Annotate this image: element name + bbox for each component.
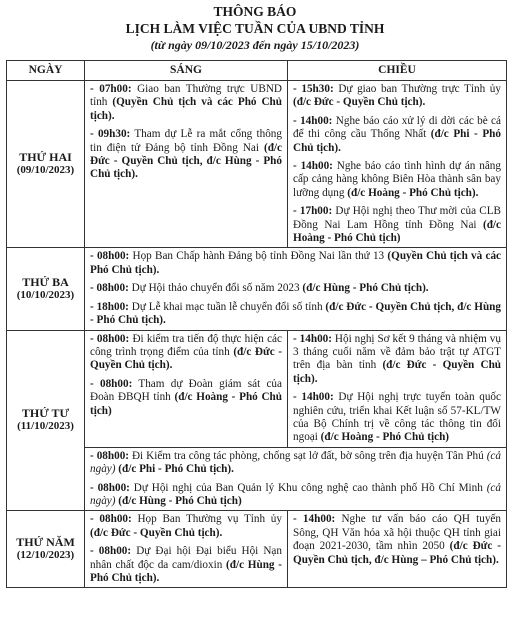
schedule-item: - 14h00: Nghe báo cáo xử lý di dời các bè cá để thi công cầu Thống Nhất (đ/c Phi - Phó Chủ tịch). — [293, 114, 501, 154]
day-date: (11/10/2023) — [17, 420, 74, 433]
day-row-tuesday — [7, 248, 507, 330]
schedule-item: - 07h00: Giao ban Thường trực UBND tỉnh (Quyền Chủ tịch và các Phó Chủ tịch). — [90, 83, 282, 122]
afternoon-cell-monday — [288, 81, 507, 248]
day-date: (10/10/2023) — [16, 288, 75, 301]
schedule-item: - 17h00: Dự Hội nghị theo Thư mời của CLB Đồng Nai Lam Hồng tỉnh Đồng Nai (đ/c Hoàng - Phó Chủ tịch) — [293, 205, 501, 245]
schedule-item: - 14h00: Nghe tư vấn báo cáo QH tuyến Sông, QH Văn hóa xã hội thuộc QH tỉnh giai đoạn 2021-2030, tầm nhìn 2050 (đ/c Đức - Quyền Chủ tịch, đ/c Hùng – Phó Chủ tịch). — [293, 513, 501, 566]
morning-cell-wednesday — [85, 330, 288, 447]
day-name: THỨ TƯ — [21, 406, 70, 421]
allday-cell-wednesday — [85, 447, 507, 511]
day-name: THỨ HAI — [19, 149, 72, 164]
schedule-item: - 08h00: Tham dự Đoàn giám sát của Đoàn ĐBQH tỉnh (đ/c Hoàng - Phó Chủ tịch) — [90, 377, 282, 417]
day-row-thursday — [7, 511, 507, 588]
schedule-item: - 14h00: Hội nghị Sơ kết 9 tháng và nhiệm vụ 3 tháng cuối năm về đảm bảo trật tự ATGT trên địa bàn tỉnh (đ/c Đức - Quyền Chủ tịch). — [293, 332, 502, 385]
day-row-wednesday — [7, 330, 507, 447]
schedule-heading: LỊCH LÀM VIỆC TUẦN CỦA UBND TỈNH — [125, 21, 385, 36]
schedule-item: - 08h00: Dự Hội nghị của Ban Quản lý Khu công nghệ cao thành phố Hồ Chí Minh (cả ngày) (đ/c Hùng - Phó Chủ tịch) — [90, 481, 501, 507]
afternoon-cell-thursday — [288, 511, 507, 588]
morning-cell-thursday — [85, 511, 288, 588]
day-row-monday — [7, 81, 507, 248]
schedule-item: - 15h30: Dự giao ban Thường trực Tỉnh ủy (đ/c Đức - Quyền Chủ tịch). — [293, 83, 501, 109]
day-name: THỨ BA — [22, 274, 69, 289]
schedule-item: - 14h00: Nghe báo cáo tình hình dự án nâng cấp cảng hàng không Biên Hòa thành sân bay lưỡng dụng (đ/c Hoàng - Phó Chủ tịch). — [293, 160, 501, 199]
column-header-afternoon: CHIỀU — [288, 61, 507, 81]
schedule-item: - 08h00: Dự Hội thảo chuyển đổi số năm 2023 (đ/c Hùng - Phó Chủ tịch). — [90, 282, 429, 295]
notice-title: THÔNG BÁO — [213, 4, 297, 19]
day-name: THỨ NĂM — [16, 534, 75, 549]
schedule-item: - 08h00: Đi kiểm tra tiến độ thực hiện các công trình trọng điểm của tỉnh (đ/c Đức - Quyền Chủ tịch). — [90, 332, 282, 372]
day-cell-thursday — [7, 511, 85, 588]
schedule-item: - 08h00: Họp Ban Chấp hành Đảng bộ tỉnh Đồng Nai lần thứ 13 (Quyền Chủ tịch và các Phó Chủ tịch). — [90, 250, 501, 276]
afternoon-cell-wednesday — [288, 330, 507, 447]
schedule-item: - 14h00: Dự Hội nghị trực tuyến toàn quốc nghiên cứu, triển khai Kết luận số 57-KL/TW của Bộ Chính trị về công tác thông tin đối ngoại (đ/c Hoàng - Phó Chủ tịch) — [293, 391, 501, 444]
day-cell-monday — [7, 81, 85, 248]
morning-cell-monday — [85, 81, 288, 248]
header-row — [7, 61, 507, 81]
schedule-period: (từ ngày 09/10/2023 đến ngày 15/10/2023) — [150, 38, 360, 52]
schedule-item: - 18h00: Dự Lễ khai mạc tuần lễ chuyển đổi số tỉnh (đ/c Đức - Quyền Chủ tịch, đ/c Hùng - Phó Chủ tịch). — [90, 300, 501, 327]
weekly-schedule-table — [6, 60, 507, 588]
day-date: (09/10/2023) — [16, 164, 75, 177]
allday-cell-tuesday — [85, 248, 507, 330]
schedule-item: - 09h30: Tham dự Lễ ra mắt cổng thông tin điện tử Đảng bộ tỉnh Đồng Nai (đ/c Đức - Quyền Chủ tịch, đ/c Hùng - Phó Chủ tịch). — [90, 128, 282, 181]
schedule-item: - 08h00: Họp Ban Thường vụ Tỉnh ủy (đ/c Đức - Quyền Chủ tịch). — [90, 513, 282, 539]
column-header-day: NGÀY — [7, 61, 85, 81]
day-cell-wednesday — [7, 330, 85, 511]
day-date: (12/10/2023) — [16, 549, 75, 562]
schedule-item: - 08h00: Đi Kiểm tra công tác phòng, chống sạt lở đất, bờ sông trên địa huyện Tân Phú (cả ngày) (đ/c Phi - Phó Chủ tịch). — [90, 449, 501, 476]
day-cell-tuesday — [7, 248, 85, 330]
schedule-item: - 08h00: Dự Đại hội Đại biểu Hội Nạn nhân chất độc da cam/dioxin (đ/c Hùng - Phó Chủ tịch). — [90, 545, 282, 584]
column-header-morning: SÁNG — [85, 61, 288, 81]
